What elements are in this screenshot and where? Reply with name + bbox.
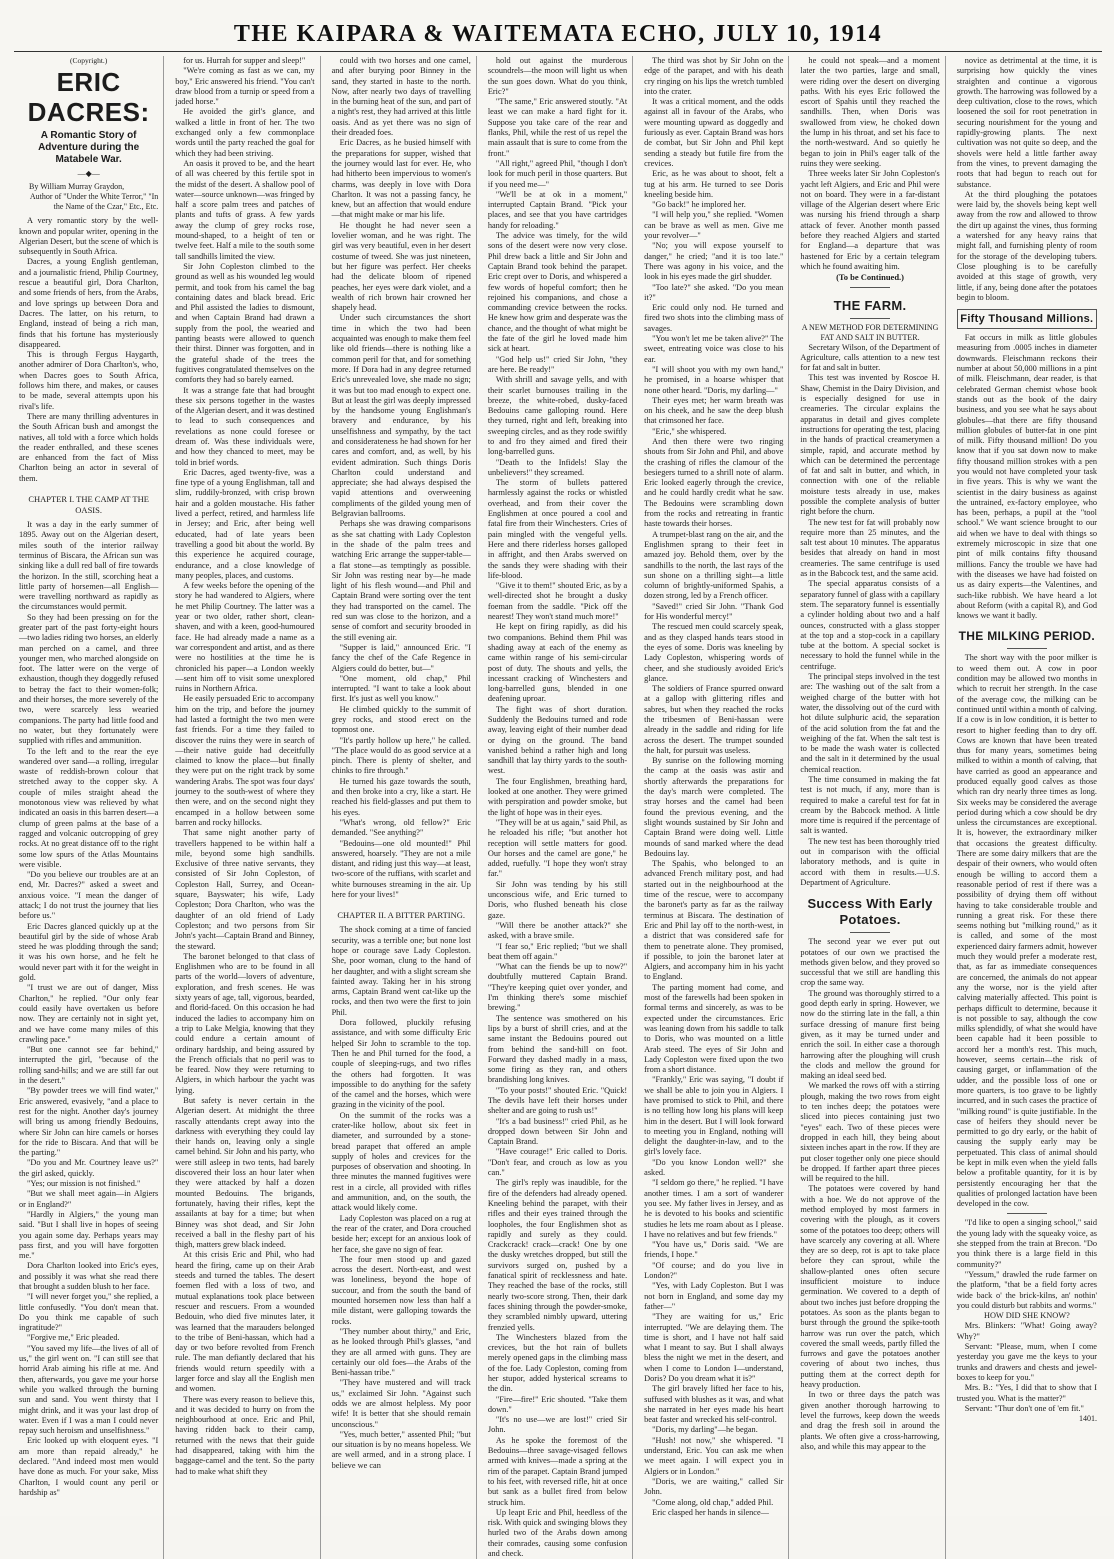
story-body [488, 56, 627, 1559]
paragraph: He easily persuaded Eric to accompany him on the trip, and before the journey had lasted a fortnight the two men were fast friends. For a time they failed to discover the ruins they were in search of—their native guide had deceitfully claimed to know the place—but finally they were put on the right track by some wandering Arabs. The spot was four days' journey to the south-west of where they then were, and on the second night they encamped in a hollow between some barren and rocky hillocks. [175, 694, 315, 827]
column-4 [483, 56, 633, 1559]
paragraph: And then there were two ringing shouts from Sir John and Phil, and above the crashing of rifles the clamour of the besiegers turned to a shrill note of alarm. Eric looked eagerly through the crevice, and he could hardly credit what he saw. The Bedouins were scrambling down from the rocks and retreating in frantic haste towards their horses. [644, 436, 784, 529]
paragraph: "The same," Eric answered stoutly. "At least we can make a hard fight for it. Suppose you take care of the rear and flanks, Phil, while the rest of us repel the main assault that is sure to come from the front." [487, 97, 628, 158]
paragraph: "Yes; our mission is not finished." [27, 1179, 141, 1189]
paragraph: At the third ploughing the potatoes were laid by, the shovels being kept well away from the row and allowed to throw the dirt up against the vines, thus forming a watershed for any heavy rains that might fall, and furnishing plenty of room for the storage of the developing tubers. Close ploughing is to be carefully avoided at this stage of growth, very little, if any, being done after the potatoes begin to bloom. [956, 189, 1097, 302]
paragraph: This is through Fergus Haygarth, another admirer of Dora Charlton's, who, when Dacres goes to South Africa, follows him there, and makes, or causes to be made, several attempts upon his rival's life. [19, 350, 159, 411]
paragraph: The four men stood up and gazed across the desert. North-east, and west was loneliness, beyond the hope of succour, and from the south the band of mounted horsemen now less than half a mile distant, were galloping towards the rocks. [331, 1254, 471, 1326]
paragraph: He avoided the girl's glance, and walked a little in front of her. The two exchanged only a few commonplace words until the party reached the goal for which they had been striving. [175, 107, 315, 158]
paragraph: That same night another party of travellers happened to be within half a mile, beyond some high sandhills. Exclusive of three native servants, they consisted of Sir John Copleston, of Copleston Hall, Surrey, and Ocean-square, Bayswater; his wife, Lady Copleston; Dora Charlton, who was the daughter of an old friend of Lady Copleston; and two persons from Sir John's yacht—Captain Brand and Binney, the steward. [175, 828, 315, 951]
paragraph: An oasis it proved to be, and the heart of all was cheered by this fertile spot in the midst of the desert. A shallow pool of water—source unknown—was fringed by half a score palm trees and patches of plants and tufts of grass. A few yards away the clump of grey rocks rose, mound-shaped, to a height of ten or twelve feet. Half a mile to the south some tall sandhills limited the view. [175, 158, 315, 261]
paragraph: "Do you and Mr. Courtney leave us?" the girl asked, quickly. [19, 1158, 159, 1178]
paragraph: "One moment, old chap," Phil interrupted. "I want to take a look about first. It's just as well you know." [331, 673, 471, 704]
paragraph: He kept on firing rapidly, as did his two companions. Behind them Phil was shading away at each of the enemy as came within range of his semi-circular post of duty. The shouts and yells, the incessant cracking of Winchesters and long-barrelled guns, blended in one deafening uproar. [487, 622, 628, 704]
paragraph: "You won't let me be taken alive?" The sweet, entreating voice was close to his ear. [644, 334, 784, 364]
column-5 [639, 56, 789, 1559]
paragraph: Three weeks later Sir John Copleston's yacht left Algiers, and Eric and Phil were not on board. They were in a far-distant village of the Algerian desert where Eric was nursing his friend through a sharp attack of fever. Another month passed before they reached Algiers and started for England—a departure that was hastened for Eric by a certain telegram which he found awaiting him. [800, 169, 940, 271]
paragraph: Dora followed, pluckily refusing assistance, and with some difficulty Eric helped Sir John to scramble to the top. Then he and Phil turned for the food, a couple of sleeping-rugs, and two rifles the others had forgotten. It was impossible to do anything for the safety of the camel and the horses, which were grazing in the vicinity of the pool. [331, 1018, 471, 1110]
success-body-cont [957, 56, 1097, 303]
paragraph: "It's no use—we are lost!" cried Sir John. [487, 1415, 628, 1435]
paragraph: "By powder trees we will find water," Eric answered, evasively, "and a place to rest for the night. Another day's journey will bring us among friendly Bedouins, where Sir John can hire camels or horses for the ride to Biscara. And that will be the parting." [19, 1086, 159, 1158]
paragraph: Servant: "Thur don't one of 'em fit." [964, 1403, 1084, 1413]
paragraph: he could not speak—and a moment later the two parties, large and small, were riding over the desert on diverging paths. With his eyes Eric followed the escort of Spahis until they reached the sandhills. Then, when Doris was swallowed from view, he choked down the lump in his throat, and set his face to the north-westward. And so quietly he began to join in Phil's eager talk of the ruins they were seeking. [800, 56, 940, 168]
success-headline: Success With Early Potatoes. [807, 896, 933, 928]
divider-rule [850, 287, 890, 288]
farm-headline: THE FARM. [833, 297, 907, 313]
paragraph: "Frankly," Eric was saying, "I doubt if we shall be able to join you in Algiers. I have promised to stick to Phil, and there is no telling how long his plans will keep him in the desert. But I will look forward to meeting you in England, nothing will delight the daughter-in-law, and to the girl's lovely face. [644, 1075, 784, 1157]
paragraph: It was a day in the early summer of 1895. Away out on the Algerian desert, miles south of the interior railway terminus of Biscara, the African sun was sinking like a dull red ball of fire towards the horizon. In the still, scorching heat a little party of horsemen—all English—were travelling northward as rapidly as the circumstances would permit. [19, 520, 159, 612]
paragraph: Their eyes met; her warm breath was on his cheek, and he saw the deep blush that crimsoned her face. [644, 395, 784, 426]
paragraph: "We'll be at ok in a moment," interrupted Captain Brand. "Pick your places, and see that you have cartridges handy for reloading." [487, 189, 628, 230]
paragraph: "They will be at us again," said Phil, as he reloaded his rifle; "but another hot reception will settle matters for good. Our horses and the camel are gone," he added, ruefully. "I hope they won't stray far." [487, 817, 628, 879]
divider-rule [1007, 1213, 1047, 1214]
milking-body [957, 653, 1097, 1209]
chapter-heading: CHAPTER I. THE CAMP AT THE OASIS. [28, 494, 149, 516]
paragraph: There was every reason to believe this, and it was decided to hurry on from the neighbourhood at once. Eric and Phil, having ridden back to their camp, returned with the news that their guide had disappeared, taking with him the baggage-camel and the tent. So the party had to make what shift they [175, 1394, 315, 1476]
paragraph: "God help us!" cried Sir John, "they are here. Be ready!" [487, 354, 628, 374]
paragraph: So they had been pressing on for the greater part of the past forty-eight hours—two ladies riding two horses, an elderly man perched on a camel, and three younger men, who marched alongside on foot. The latter were on the verge of exhaustion, though they doggedly refused to betray the fact to their women-folk; and their horses, the more severely of the two, were scarcely less wearied companions. The party had little food and no water, but they fortunately were supplied with rifles and ammunition. [19, 612, 159, 746]
paragraph: could with two horses and one camel, and after burying poor Binney in the sand, they started in haste to the north. Now, after nearly two days of travelling in the burning heat of the sun, and part of a night's rest, they had arrived at this little oasis. And as yet there was no sign of their dreaded foes. [331, 56, 471, 138]
paragraph: We marked the rows off with a stirring plough, making the two rows from eight to ten inches deep; the potatoes were sliced into pieces containing just two "eyes" each. Two of these pieces were dropped in each hill, they being about sixteen inches apart in the row. If they are put closer together only one piece should be dropped. If farther apart three pieces will be required to the hill. [800, 1081, 940, 1184]
paragraph: The fight was of short duration. Suddenly the Bedouins turned and rode away, leaving eight of their number dead or dying on the ground. The band vanished behind a rather high and long sandhill that lay thirty yards to the south-west. [487, 704, 628, 776]
paragraph: The potatoes were covered by hand with a hoe. We do not approve of the method employed by most farmers in covering with the plough, as it covers some of the potatoes too deep; others will have scarcely any covering at all. Where they are so deep, rot is apt to take place before they can sprout, while the shallow-planted ones often secure insufficient moisture to induce germination. We covered to a depth of about two inches just before dropping the potatoes. As soon as the plants began to burst through the ground the spike-tooth harrow was run over the patch, which covered the small weeds, partly filled the furrows and gave the potatoes another covering of about two inches, thus putting them at the correct depth for heavy production. [800, 1184, 940, 1390]
paragraph: "Of course; and do you live in London?" [644, 1260, 784, 1281]
paragraph: "You saved my life—the lives of all of us," the girl went on. "I can still see that horrid Arab aiming his rifle at me. And then, afterwards, you gave me your horse while you walked through the burning sun and sand. You went thirsty that I might drink, and it was your last drop of water. Even if I was a man I could never repay such heroism and unselfishness." [19, 1343, 159, 1436]
paragraph: But safety is never certain in the Algerian desert. At midnight the three rascally attendants crept away into the darkness with everything they could lay their hands on, leaving only a single camel behind. Sir John and his party, who were still asleep in two tents, had barely discovered their loss an hour later when they were attacked by half a dozen mounted Bedouins. The brigands, fortunately, having their rifles, kept the assailants at bay for a time; but when Binney was shot dead, and Sir John received a ball in the fleshy part of his thigh, matters grew black indeed. [175, 1095, 315, 1250]
column-3 [327, 56, 477, 1559]
paragraph: "Fire—fire!" Eric shouted. "Take them down." [487, 1394, 628, 1414]
paragraph: "What can the fiends be up to now?" doubtfully muttered Captain Brand. "They're keeping quiet over yonder, and I'm thinking there's some mischief brewing." [487, 962, 628, 1013]
paragraph: "Yes, with Lady Copleston. But I was not born in England, and some day my father—" [644, 1281, 784, 1311]
paragraph: Eric Dacres glanced quickly up at the beautiful girl by the side of whose Arab steed he was plodding through the sand; it was his own horse, and he felt he would never part with it for the weight in gold. [19, 921, 159, 983]
paragraph: "I will help you," she replied. "Women can be brave as well as men. Give me your revolver—" [644, 210, 784, 241]
paragraph: "Have courage!" Eric called to Doris. "Don't fear, and crouch as low as you can." [487, 1147, 628, 1178]
success-body [800, 937, 939, 1452]
fifty-body [957, 333, 1097, 621]
masthead: THE KAIPARA & WAITEMATA ECHO, JULY 10, 1914 [233, 21, 883, 47]
paragraph: In two or three days the patch was given another thorough harrowing to level the furrows, keep down the weeds and drag the fresh soil in around the plants. We often give a cross-harrowing, also, and while this may appear to the [800, 1390, 940, 1451]
paragraph: The Winchesters blazed from the crevices, but the hot rain of bullets merely opened gaps in the climbing mass of the foe. Lady Copleston, coming from her stupor, added hysterical screams to the din. [487, 1332, 628, 1394]
paragraph: "They number about thirty," and Eric, as he looked through Phil's glasses, "and they are all armed with guns. They are certainly our old foes—the Arabs of the Beni-hassan tribe." [331, 1326, 471, 1378]
paragraph: The special apparatus consists of a separatory funnel of glass with a capillary stem. The separatory funnel is essentially a cylinder holding about two and a half ounces, constructed with a glass stopper at the top and a stop-cock in a capillary tube at the bottom. A special socket is necessary to hold the funnel while in the centrifuge. [800, 579, 940, 671]
footer-number: 1401. [1079, 1414, 1097, 1424]
paragraph: "They have mustered and will track us," exclaimed Sir John. "Against such odds we are almost helpless. My poor wife! It is better that she should remain unconscious." [331, 1378, 471, 1429]
paragraph: There are many thrilling adventures in the South African bush and amongst the natives, all told with a force which holds the reader enthralled, and these scenes are enhanced from the fact of Miss Charlton being an actor in several of them. [19, 411, 159, 483]
paragraph: "You have us," Doris said. "We are friends, I hope." [644, 1240, 784, 1260]
paragraph: "Yessum," drawled the rude farmer on the platform, "that be a field forty acres wide back o' the brick-kilns, an' nothin' you could disturb but rabbits and worms." [956, 1269, 1097, 1310]
paragraph: "All right," agreed Phil, "though I don't look for much peril in those quarters. But if you need me—" [487, 158, 628, 189]
paragraph: hold out against the murderous scoundrels—the moon will light us when the sun goes down. What do you think, Eric?" [487, 56, 628, 96]
paragraph: "Doris, we are waiting," called Sir John. [644, 1476, 784, 1497]
paragraph: Sir John Copleston climbed to the ground as well as his wounded leg would permit, and took from his camel the bag containing dates and black bread. Eric and Phil assisted the ladies to dismount, and when Captain Brand had drawn a supply from the pool, the wearied and panting beasts were allowed to quench their thirst. Dinner was forgotten, and in the grateful shade of the trees the fugitives congratulated themselves on the comforts they had so barely earned. [175, 261, 315, 385]
column-2 [170, 56, 320, 1559]
paragraph: The new test has been thoroughly tried out in comparison with the official laboratory methods, and is quite in accord with them in results.—U.S. Department of Agriculture. [800, 836, 940, 887]
paragraph: He thought he had never seen a lovelier woman, and he was right. The girl was very beautiful, even in her desert costume of tweed. She was just nineteen, but her figure was perfect. Her cheeks had the delicate bloom of ripened peaches, her eyes were dark violet, and a wealth of rich brown hair crowned her shapely head. [331, 220, 471, 313]
paragraph: The four Englishmen, breathing hard, looked at one another. They were grimed with perspiration and powder smoke, but the light of hope was in their eyes. [487, 776, 628, 817]
paragraph: The new test for fat will probably now require more than 25 minutes, and the salt test about 10 minutes. The apparatus besides that already on hand in most creameries. The same centrifuge is used as in the Babcock test, and the same acid. [800, 517, 940, 579]
paragraph: "We're coming as fast as we can, my boy," Eric answered his friend. "You can't draw blood from a turnip or speed from a jaded horse." [175, 66, 315, 107]
story-body [175, 56, 314, 1477]
paragraph: The time consumed in making the fat test is not much, if any, more than is required to make a careful test for fat in cream by the Babcock method. A little more time is required if the percentage of salt is wanted. [800, 775, 940, 836]
paragraph: The rescued men could scarcely speak, and as they clasped hands tears stood in the eyes of some. Doris was kneeling by Lady Copleston, whispering words of cheer, and she studiously avoided Eric's glance. [644, 622, 784, 683]
byline: By William Murray Graydon, [29, 182, 125, 192]
story-body [644, 56, 783, 1518]
paragraph: Lady Copleston was placed on a rug at the rear of the crater, and Dora crouched beside her; except for an anxious look of her face, she gave no sign of fear. [331, 1213, 471, 1254]
paragraph: "To your posts!" shouted Eric. "Quick! The devils have left their horses under shelter and are going to rush us!" [487, 1085, 628, 1116]
jokes-body [957, 1218, 1097, 1311]
paragraph: "I fear so," Eric replied; "but we shall beat them off again." [487, 941, 628, 961]
divider-rule [850, 318, 890, 319]
paragraph: The advice was timely, for the wild sons of the desert were now very close. Phil drew back a little and Sir John and Captain Brand took behind the parapet. Eric crept over to Doris, and whispered a few words of hopeful comfort; then he rejoined his companions, and chose a commanding crevice between the rocks. He knew how grim and desperate was the chance, and the thought of what might be the fate of the girl he loved made him sick at heart. [487, 231, 628, 354]
paragraph: The principal steps involved in the test are: The washing out of the salt from a weighed charge of the butter with hot water, the dissolving out of the curd with hot dilute sulphuric acid, the separation of the acid solution from the fat and the weighing of the fat. When the salt test is to be made the wash water is collected and the salt in it determined by the usual chemical reaction. [800, 672, 940, 774]
paragraph: The baronet belonged to that class of Englishmen who are to be found in all parts of the world—lovers of adventure, exploration, and fresh scenes. He was sixty years of age, tall, vigorous, bearded, and florid-faced. On this occasion he had induced the ladies to accompany him on a trip to Lake Melgia, knowing that they could endure a certain amount of ordinary hardship, and being assured by the French officials that no peril was to be feared. Now they were returning to Algiers, in which harbour the yacht was lying. [175, 951, 315, 1095]
fifty-headline: Fifty Thousand Millions. [957, 309, 1097, 329]
paragraph: The parting moment had come, and most of the farewells had been spoken in formal terms and sincerely, as was to be expected under the circumstances. Eric was leaning down from his saddle to talk to Doris, who was mounted on a little Arab steed. The eyes of Sir John and Lady Copleston were fixed upon the two from a short distance. [644, 982, 784, 1075]
paragraph: The third was shot by Sir John on the edge of the parapet, and with his death cry ringing on his lips the wretch tumbled into the crater. [644, 56, 784, 96]
paragraph: "I will shoot you with my own hand," he promised, in a hoarse whisper that none other heard. "Doris, my darling—" [644, 364, 784, 395]
how-body [957, 1321, 1097, 1414]
paragraph: Under such circumstances the short time in which the two had been acquainted was enough to make them feel like old friends—there is nothing like a common peril for that, and for something more. If Dora had in any degree returned Eric's unrevealed love, she made no sign; it was but too mad enough to expect one. But at least the girl was deeply impressed by the handsome young Englishman's bravery and endurance, by his unselfishness and sympathy, by the tact and considerateness he had shown for her cares and comfort, and, as well, by his evident admiration. Such things Doris Charlton could understand and appreciate; she had always despised the vapid attentions and overweening compliments of the gilded young men of Belgravian ballrooms. [331, 313, 471, 519]
paragraph: "What's wrong, old fellow?" Eric demanded. "See anything?" [331, 817, 471, 838]
paragraph: Dacres, a young English gentleman, and a journalistic friend, Philip Courtney, rescue a beautiful girl, Dora Charlton, and some friends of hers, from the Arabs, and love springs up between Dora and Dacres. The latter, on his return, to England, instead of being a rich man, finds that his fortune has mysteriously disappeared. [19, 257, 159, 349]
paragraph: As he spoke the foremost of the Bedouins—three savage-visaged fellows armed with knives—made a spring at the rim of the parapet. Captain Brand jumped to his feet, with reversed rifle, hit at once but sank as a bullet fired from below struck him. [487, 1435, 628, 1507]
farm-body [800, 343, 939, 889]
paragraph: for us. Hurrah for supper and sleep!" [183, 56, 306, 65]
paragraph: He climbed quickly to the summit of grey rocks, and stood erect on the topmost one. [331, 704, 471, 735]
paragraph: "It's partly hollow up here," he called. "The place would do as good service at a pinch. There is plenty of shelter, and chinks to fire through." [331, 735, 471, 776]
paragraph: Eric could only nod. He turned and fired two shots into the climbing mass of savages. [644, 303, 784, 333]
paragraph: "But we shall meet again—in Algiers or in England?" [19, 1189, 159, 1209]
masthead-rule [14, 51, 1102, 52]
paragraph: Servant: "Please, mum, when I come yesterday you gave me the keys to your trunks and drawers and chests and jewel-boxes to keep for you." [956, 1342, 1097, 1382]
milking-headline: THE MILKING PERIOD. [958, 629, 1096, 644]
paragraph: "Death to the Infidels! Slay the unbelievers!" they screamed. [487, 457, 628, 477]
paragraph: Fat occurs in milk as little globules measuring from .0005 inches in diameter downwards. Fleischmann reckons their number at about 50,000 millions in a pint of milk. Fleischmann, dear reader, is that celebrated German chemist whose book stands out as the book of the dairy business, and you see what he says about globules—that there are fifty thousand million globules of butter-fat in one pint of milk. Fifty thousand million! Do you know that if you sat down now to make fifty thousand million strokes with a pen you would not have completed your task in five years. This is why we want the scientist in the dairy business as against the untrained, ex-factory employee, who has been, perhaps, a pupil at the "tool school." We want science brought to our aid when we have to deal with things so extremely microscopic in size that one pint of milk contains fifty thousand millions. Fancy the trouble we have had with the diseases we have had foisted on us as dairy experts—the Valentines, and such-like rubbish. We have heard a lot about Reform (with a capital R), and God knows we want it badly. [956, 333, 1097, 621]
paragraph: The Spahis, who belonged to an advanced French military post, and had started out in the neighbourhood at the time of the rescue, were to accompany the baronet's party as far as the railway terminus at Biscara. The destination of Eric and Phil lay off to the north-west, in a district that was considered safe for them to penetrate alone. They promised, if possible, to join the baronet later at Algiers, and accompany him in his yacht to England. [644, 859, 784, 982]
story-body [800, 56, 939, 272]
paragraph: "I seldom go there," he replied. "I have another times. I am a sort of wanderer you see. My father lives in Jersey, and as he is devoted to his books and scientific studies he lets me roam about as I please. I have no relatives and but few friends." [644, 1178, 784, 1239]
farm-subheadline: A NEW METHOD FOR DETERMINING FAT AND SALT IN BUTTER. [801, 322, 939, 342]
paragraph: Sir John was tending by his still unconscious wife, and Eric turned to Doris, who flushed beneath his close gaze. [487, 879, 628, 920]
story-subtitle: A Romantic Story of Adventure during the Matabele War. [38, 130, 140, 166]
paragraph: "No; you will expose yourself to danger," he cried; "and it is too late." There was agony in his voice, and the look in his eyes made the girl shudder. [644, 241, 784, 282]
byline-note: Author of "Under the White Terror," "In the Name of the Czar," Etc., Etc. [29, 192, 159, 212]
paragraph: "Hardly in Algiers," the young man said. "But I shall live in hopes of seeing you again some day. Perhaps years may pass first, and you will have forgotten me." [19, 1209, 159, 1261]
paragraph: "Forgive me," Eric pleaded. [27, 1333, 120, 1343]
column-6 [795, 56, 945, 1559]
to-be-continued: (To be Continued.) [836, 272, 905, 283]
paragraph: He turned his gaze towards the south, and then broke into a cry, like a start. He reached his field-glasses and put them to his eyes. [331, 776, 471, 817]
story-body-2 [332, 925, 471, 1471]
paragraph: The ground was thoroughly stirred to a good depth early in spring. However, we now do the stirring late in the fall, a thin surface dressing of manure first being given, as it may be turned under and enrich the soil. In either case a thorough harrowing after the ploughing will crush the clods and mellow the ground for making an ideal seed bed. [800, 988, 940, 1081]
paragraph: "Too late?" she asked. "Do you mean it?" [644, 282, 784, 302]
story-body [332, 56, 471, 900]
paragraph: With shrill and savage yells, and with their scarlet burnouses trailing in the breeze, the white-robed, dusky-faced Bedouins came galloping round. Here they turned, right and left, breaking into sweeping circles, and as they rode swiftly to and fro they aimed and fired their long-barrelled guns. [487, 375, 628, 457]
paragraph: "I will never forget you," she replied, a little confusedly. "You don't mean that. Do you think me capable of such ingratitude?" [19, 1292, 159, 1333]
paragraph: "I trust we are out of danger, Miss Charlton," he replied. "Our only fear could easily have overtaken us before now. They are certainly not in sight yet, and we have come many miles of this crawling pace." [19, 983, 159, 1044]
divider-rule [850, 932, 890, 933]
paragraph: Eric, as he was about to shoot, felt a tug at his arm. He turned to see Doris kneeling beside him. [644, 169, 784, 199]
column-7 [952, 56, 1102, 1559]
paragraph: "Saved!" cried Sir John. "Thank God for His wonderful mercy!" [644, 601, 784, 622]
paragraph: The girl's reply was inaudible, for the fire of the defenders had already opened. Kneeling behind the parapet, with their rifles and their eyes trained through the loopholes, the four Englishmen shot as rapidly and surely as they could. Crackcrack! crack—crack! One by one the dusky wretches dropped, but still the survivors surged on, pushed by a fanatical spirit of recklessness and hate. They reached the base of the rocks, still nearly two-score strong. Then, their dark faces shining through the powder-smoke, they scrambled nimbly upward, uttering frenzied yells. [487, 1178, 628, 1332]
paragraph: "Do you know London well?" she asked. [644, 1157, 784, 1178]
paragraph: The shock coming at a time of fancied security, was a terrible one; but none lost hope or courage save Lady Copleston. She, poor woman, clung to the hand of her daughter, and with a slight scream she fainted away. Taking her in his strong arms, Captain Brand went cat-like up the rocks, and then two were the first to join Phil. [331, 925, 471, 1017]
copyright-note: (Copyright.) [69, 56, 108, 65]
paragraph: Dora Charlton looked into Eric's eyes, and possibly it was what she read there that brought a sudden blush to her face. [19, 1261, 159, 1291]
paragraph: "I'd like to open a singing school," said the young lady with the squeaky voice, as she stepped from the train at Brecon. "Do you think there is a large field in this community?" [956, 1218, 1097, 1269]
paragraph: Eric looked up with eloquent eyes. "I am more than repaid already," he declared. "And indeed most men would have done as much. For your sake, Miss Charlton, I would count any peril or hardship as" [19, 1436, 159, 1497]
paragraph: On the summit of the rocks was a crater-like hollow, about six feet in diameter, and surrounded by a stone-bread parapet that offered an ample supply of holes and crevices for the purposes of observation and shooting. In three minutes the manned fugitives were rest in a circle, all provided with rifles and ammunition, and, on the south, the attack would likely come. [331, 1110, 471, 1213]
story-body [19, 520, 158, 1498]
paragraph: Perhaps she was drawing comparisons as she sat chatting with Lady Copleston in the shade of the palm trees and watching Eric arrange the supper-table—a flat stone—as temptingly as possible. Sir John was resting near by—he made light of his flesh wound—and Phil and Captain Brand were sorting over the tent they had transported on the camel. The red sun was close to the horizon, and a sense of comfort and security brooded in the still evening air. [331, 519, 471, 642]
intro-block [19, 216, 158, 484]
paragraph: Eric Dacres, as he busied himself with the preparations for supper, wished that the journey would last for ever. He, who had hitherto been impervious to women's charms, was deeply in love with Dora Charlton. It was not a passing fancy, he knew, but an affection that would endure—that might make or mar his life. [331, 138, 471, 220]
paragraph: Mrs. Blinkers: "What! Going away? Why?" [956, 1321, 1097, 1341]
paragraph: A trumpet-blast rang on the air, and the Englishmen sprang to their feet in amazed joy. Behold them, over by the sandhills to the north, the last rays of the sun shone on a thrilling sight—a little column of brightly-uniformed Spahis, a dozen strong, led by a French officer. [644, 529, 784, 601]
paragraph: "Eric," she whispered. [652, 426, 727, 436]
paragraph: "Will there be another attack?" she asked, with a brave smile. [487, 920, 628, 941]
paragraph: "Come along, old chap," added Phil. [652, 1497, 774, 1507]
paragraph: A very romantic story by the well-known and popular writer, opening in the Algerian Desert, but the scene of which is subsequently in South Africa. [19, 216, 159, 257]
paragraph: Secretary Wilson, of the Department of Agriculture, calls attention to a new test for fat and salt in butter. [800, 342, 940, 373]
paragraph: A few weeks before the opening of the story he had wandered to Algiers, where he met Philip Courtney. The latter was a year or two older, rather short, clean-shaven, and with a keen, good-humoured face. He had already made a name as a war correspondent and artist, and as there were no hostilities at the time he is chronicled his paper—a London weekly—sent him off to visit some unexplored ruins in Northern Africa. [175, 581, 315, 694]
paragraph: The soldiers of France spurred onward at a gallop with glittering rifles and sabres, but when they reached the rocks the tribesmen of Beni-hassan were already in the saddle and riding for life across the desert. The trumpet sounded the halt, for pursuit was useless. [644, 684, 784, 755]
paragraph: "Doris, my darling"—he began. [652, 1425, 758, 1435]
paragraph: By sunrise on the following morning the camp at the oasis was astir and shortly afterwards the preparations for the day's march were completed. The stray horses and the camel had been found the previous evening, and the slight wounds sustained by Sir John and Captain Brand were doing well. Little mounds of sand marked where the dead Bedouins lay. [644, 756, 784, 858]
divider-rule [1007, 648, 1047, 649]
paragraph: The girl bravely lifted her face to his, suffused with blushes as it was, and what she narrated in her eyes made his heart beat faster and wrecked his self-control. [644, 1384, 784, 1425]
paragraph: "Supper is laid," announced Eric. "I fancy the chef of the Cafe Regence in Algiers could do better, but—" [331, 642, 471, 673]
chapter-heading: CHAPTER II. A BITTER PARTING. [337, 910, 466, 921]
paragraph: "Yes, much better," assented Phil; "but our situation is by no means hopeless. We are well armed, and in a strong place. I believe we can [331, 1429, 471, 1470]
paragraph: "Give it to them!" shouted Eric, as by a well-directed shot he brought a dusky foeman from the saddle. "Pick off the nearest! They won't stand much more!" [487, 581, 628, 622]
column-1 [14, 56, 164, 1559]
paragraph: Up leapt Eric and Phil, heedless of the risk. With quick and swinging blows they hurled two of the Arabs down among their comrades, causing some confusion and check. [487, 1507, 628, 1559]
paragraph: "But one cannot see far behind," interrupted the girl, "because of the rolling sand-hills; and we are still far out in the desert." [19, 1045, 159, 1086]
paragraph: The storm of bullets pattered harmlessly against the rocks or whistled overhead, and from their cover the Englishmen at once poured a cool and fatal fire from their Winchesters. Cries of pain mingled with the vengeful yells. Here and there riderless horses galloped in affright, and then Arabs swerved on the sands they were shading with their life-blood. [487, 478, 628, 580]
paragraph: "Do you believe our troubles are at an end, Mr. Dacres?" asked a sweet and anxious voice. "I mean the danger of attack; I do not trust the journey that lies before us." [19, 870, 159, 921]
paragraph: Mrs. B.: "Yes, I did that to show that I trusted you. What is the matter?" [956, 1383, 1097, 1403]
paragraph: Eric Dacres, aged twenty-five, was a fine type of a young Englishman, tall and slim, ruddily-bronzed, with crisp brown hair and a golden moustache. His father lived a perfect, retired, and harmless life in Jersey; and Eric, after being well educated, had of late years been travelling a good bit about the world. By this experience he acquired courage, endurance, and a close knowledge of many peoples, places, and customs. [175, 467, 315, 580]
paragraph: It was a strange fate that had brought these six persons together in the wastes of the Algerian desert, and it was destined to lead to such consequences and revelations as none could foresee or dream of. Was these individuals were, and how they chanced to meet, may be told in brief words. [175, 385, 315, 467]
paragraph: It was a critical moment, and the odds against all in favour of the Arabs, who were mounting upward as doggedly and furiously as ever. Captain Brand was hors de combat, but Sir John and Phil kept sending a steady but futile fire from the crevices. [644, 97, 784, 168]
paragraph: "Bedouins—one old mounted!" Phil answered, hoarsely. "They are not a mile distant, and riding just this way—at least, two-score of the ruffians, with scarlet and white burnouses streaming in the air. Up here for your lives!" [331, 838, 471, 900]
paragraph: The short way with the poor milker is to weed them out. A cow in poor condition may be allowed two months in which to recruit her strength. In the case of the average cow, the milking can be continued until within a month of calving. If a cow is in low condition, it is better to resort to higher feeding than to dry off. Cows are known that have been treated thus for many years, sometimes being milked to within a month of calving, that have carried as good an appearance and produced equally good calves as those which ran dry nearly three times as long. Six weeks may be considered the average period during which a cow should be dry unless the circumstances are exceptional. It is, however, the extraordinary milker that occasions the greatest difficulty. There are some dairy milkers that are the despair of their owners, who would often enough be willing to accord them a reasonable period of rest if there was a possibility of drying them off without having to take considerable trouble and running a great risk. For these there seems nothing but "milking round," as it is called, and some of the most experienced dairy farmers admit, however much they would prefer a moderate rest, that, as far as immediate consequences are concerned, the animals do not appear any the worse, nor is the yield after calving materially affected. This point is perhaps difficult to determine, because it is not possible to say, although the cow milks splendidly, of what she would have been capable had it been possible to accord her a month's rest. This much, however, seems certain—the risk of causing garget, or inflammation of the udder, and the possible loss of one or more quarters, is too grave to be lightly incurred, and in such cases the practice of "milking round" is quite justifiable. In the case of heifers they should never be permitted to go dry early, or the habit of causing the supply early may be perpetuated. This class of animal should be kept in milk even when the yield falls below a profitable quantity, for it is by persistently encouraging her that the qualities of prolonged lactation have been developed in the cow. [956, 653, 1097, 1209]
paragraph: The sentence was smothered on his lips by a burst of shrill cries, and at the same instant the Bedouins poured out from behind the sand-hill on foot. Forward they dashed madly in a mass, some firing as they ran, and others brandishing long knives. [487, 1013, 628, 1085]
paragraph: novice as detrimental at the time, it is surprising how quickly the vines straighten and continue a vigorous growth. The harrowing was followed by a deep cultivation, close to the rows, which loosened the soil for root penetration in securing nourishment for the young and rapidly-growing plants. The next cultivation was not quite so deep, and the shovels were held a little farther away from the vines, to prevent damaging the roots that had begun to reach out for substance. [956, 56, 1097, 189]
paragraph: Eric clasped her hands in silence— [652, 1507, 769, 1517]
story-title: ERIC DACRES: [27, 67, 150, 128]
paragraph: This test was invented by Roscoe H. Shaw, Chemist in the Dairy Division, and is especially designed for use in creameries. The circular explains the apparatus in detail and gives complete instructions for operating the test, placing in the hands of practical creamerymen a simple, rapid, and accurate method by which can be determined the percentage of fat and salt in butter, and which, in connection with one of the reliable moisture tests already in use, makes possible the complete analysis of butter right before the churn. [800, 373, 940, 517]
columns [14, 56, 1102, 1559]
paragraph: "Hush! not now," she whispered. "I understand, Eric. You can ask me when we meet again. I will expect you in Algiers or in London." [644, 1435, 784, 1476]
paragraph: "They are waiting for us," Eric interrupted. "We are delaying them. The time is short, and I have not half said what I meant to say. But I shall always bless the night we met in the desert, and when I come to London I—understand, Doris? Do you dream what it is?" [644, 1312, 784, 1383]
paragraph: "Go back!" he implored her. [652, 200, 746, 210]
paragraph: The second year we ever put out potatoes of our own we practised the methods given below, and they proved so successful that we still are handling this crop the same way. [800, 937, 940, 988]
divider-ornament: ―◆― [77, 169, 100, 179]
paragraph: "It's a bad business!" cried Phil, as he dropped down between Sir John and Captain Brand. [487, 1116, 628, 1147]
how-headline: HOW DID SHE KNOW? [983, 1311, 1070, 1321]
paragraph: To the left and to the rear the eye wandered over sand—a rolling, irregular waste of reddish-brown colour that stretched away to the copper sky. A couple of miles straight ahead the monotonous view was relieved by what indicated an oasis in this barren desert—a clump of green palms at the base of a ragged and volcanic outcropping of grey rocks. At no great distance off to the right some low spurs of the Atlas Mountains were visible. [19, 746, 159, 869]
paragraph: At this crisis Eric and Phil, who had heard the firing, came up on their Arab steeds and turned the tables. The desert foemen fled with a loss of two, and mutual explanations took place between rescuer and rescuers. From a wounded Bedouin, who died five minutes later, it was learned that the marauders belonged to the tribe of Beni-hassan, which had a day or two before revolted from French rule. The man defiantly declared that his friends would return speedily with a larger force and slay all the English men and women. [175, 1250, 315, 1394]
